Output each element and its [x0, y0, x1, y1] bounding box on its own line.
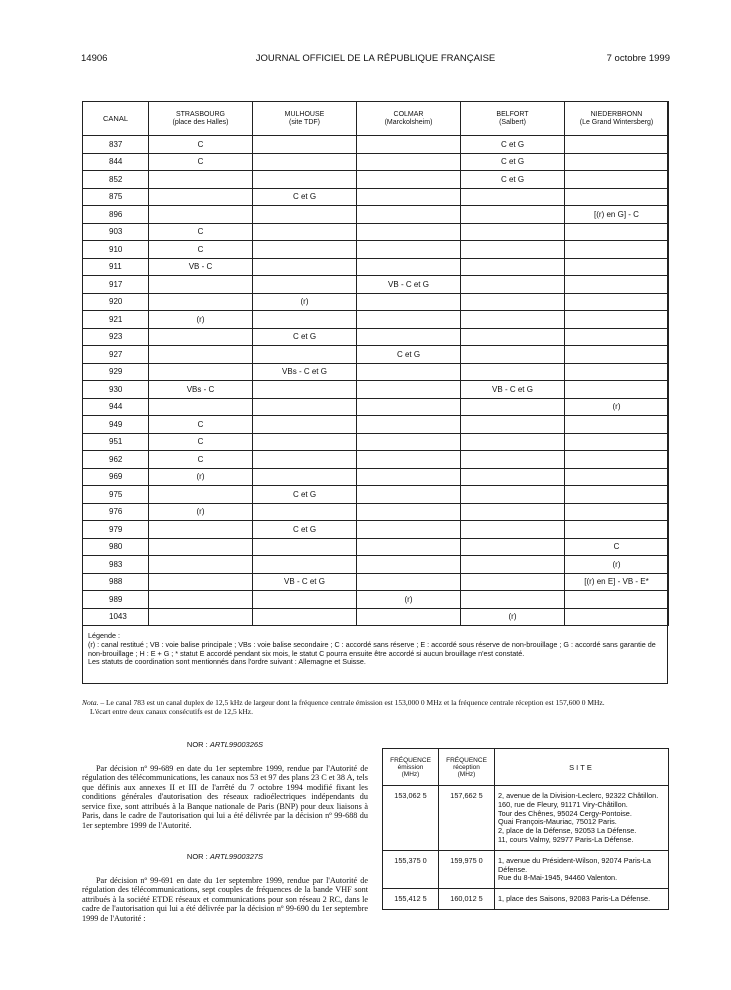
cell-belfort: C et G [461, 171, 565, 189]
cell-canal: 975 [83, 486, 149, 504]
cell-canal: 844 [83, 153, 149, 171]
cell-strasbourg: C [149, 136, 253, 154]
cell-colmar: (r) [357, 591, 461, 609]
cell-belfort: VB - C et G [461, 381, 565, 399]
publication-date: 7 octobre 1999 [606, 53, 670, 64]
decision-paragraph: Par décision nº 99-689 en date du 1er septembre 1999, rendue par l'Autorité de régulation des télécommunications, les canaux nos 53 et 97 des plans 23 C et 38 A, tels que définis aux annexes II et III de l'arrêté du 7 octobre 1994 modifié fixant les conditions générales d'autorisation des réseaux radioélectriques indépendants du service fixe, sont attribués à la Banque nationale de Paris (BNP) pour deux liaisons à Paris, dans le cadre de l'autorisation qui lui a été délivrée par la décision nº 99-688 du 1er septembre 1999 de l'Autorité. [82, 763, 368, 830]
emission-frequency: 155,375 0 [383, 850, 439, 888]
reception-frequency: 159,975 0 [439, 850, 495, 888]
cell-canal: 1043 [83, 608, 149, 626]
cell-canal: 927 [83, 346, 149, 364]
cell-colmar: VB - C et G [357, 276, 461, 294]
column-header-reception: FRÉQUENCE réception (MHz) [439, 749, 495, 786]
frequency-row [383, 889, 669, 910]
cell-canal: 980 [83, 538, 149, 556]
cell-canal: 875 [83, 188, 149, 206]
cell-canal: 983 [83, 556, 149, 574]
column-header-mulhouse: MULHOUSE (site TDF) [253, 102, 357, 136]
site-addresses [495, 786, 669, 851]
cell-mulhouse: C et G [253, 328, 357, 346]
legend [88, 632, 664, 667]
cell-canal: 951 [83, 433, 149, 451]
cell-canal: 910 [83, 241, 149, 259]
cell-strasbourg: C [149, 153, 253, 171]
site-address: Quai François-Mauriac, 75012 Paris. [498, 817, 617, 827]
cell-canal: 903 [83, 223, 149, 241]
cell-mulhouse: VBs - C et G [253, 363, 357, 381]
cell-canal: 979 [83, 521, 149, 539]
legend-text: (r) : canal restitué ; VB : voie balise principale ; VBs : voie balise secondaire ; C : accordé sans réserve ; E : accordé sous réserve de non-brouillage ; G : accordé sans garantie de non-brouillage ; H : E + G ; * statut E accordé pendant six mois, le statut C pourra ensuite être accordé si aucun brouillage n'est constaté. [88, 640, 656, 658]
cell-canal: 896 [83, 206, 149, 224]
cell-mulhouse: C et G [253, 188, 357, 206]
note [82, 698, 668, 716]
cell-canal: 837 [83, 136, 149, 154]
column-header-niederbronn: NIEDERBRONN (Le Grand Wintersberg) [565, 102, 669, 136]
cell-canal: 921 [83, 311, 149, 329]
cell-canal: 962 [83, 451, 149, 469]
cell-strasbourg: (r) [149, 503, 253, 521]
cell-niederbronn: (r) [565, 398, 669, 416]
note-label: Nota. [82, 698, 99, 707]
cell-strasbourg: C [149, 241, 253, 259]
site-address: 1, avenue du Président-Wilson, 92074 Paris-La Défense. [498, 855, 651, 874]
site-addresses [495, 850, 669, 888]
cell-niederbronn: C [565, 538, 669, 556]
cell-canal: 988 [83, 573, 149, 591]
cell-canal: 929 [83, 363, 149, 381]
column-header-emission: FRÉQUENCE émission (MHz) [383, 749, 439, 786]
cell-belfort: C et G [461, 153, 565, 171]
column-header-colmar: COLMAR (Marckolsheim) [357, 102, 461, 136]
cell-strasbourg: C [149, 451, 253, 469]
cell-strasbourg: VBs - C [149, 381, 253, 399]
site-address: Tour des Chênes, 95024 Cergy-Pontoise. [498, 808, 632, 818]
cell-canal: 911 [83, 258, 149, 276]
cell-canal: 969 [83, 468, 149, 486]
page-header [81, 53, 670, 67]
cell-mulhouse: VB - C et G [253, 573, 357, 591]
column-header-belfort: BELFORT (Salbert) [461, 102, 565, 136]
cell-strasbourg: C [149, 416, 253, 434]
decisions-column [82, 740, 368, 945]
note-line2: L'écart entre deux canaux consécutifs est de 12,5 kHz. [90, 707, 253, 716]
legend-title: Légende : [88, 631, 120, 640]
journal-title: JOURNAL OFFICIEL DE LA RÉPUBLIQUE FRANÇAISE [255, 53, 496, 64]
cell-canal: 976 [83, 503, 149, 521]
site-addresses [495, 889, 669, 910]
emission-frequency: 155,412 5 [383, 889, 439, 910]
column-header-canal: CANAL [83, 102, 149, 136]
table-frame [82, 101, 668, 684]
cell-belfort: (r) [461, 608, 565, 626]
frequency-table [382, 748, 669, 910]
cell-canal: 920 [83, 293, 149, 311]
frequency-row [383, 786, 669, 851]
site-address: 2, avenue de la Division-Leclerc, 92322 Châtillon. [498, 791, 659, 800]
cell-mulhouse: C et G [253, 486, 357, 504]
cell-canal: 852 [83, 171, 149, 189]
nor-reference: NOR : ARTL9900327S [186, 852, 264, 861]
frequency-row [383, 850, 669, 888]
frequency-header-row [383, 749, 669, 786]
nor-reference: NOR : ARTL9900326S [186, 740, 264, 749]
emission-frequency: 153,062 5 [383, 786, 439, 851]
cell-niederbronn: [(r) en G] - C [565, 206, 669, 224]
site-address: 1, place des Saisons, 92083 Paris-La Défense. [498, 894, 651, 904]
cell-mulhouse: (r) [253, 293, 357, 311]
decision-paragraph: Par décision nº 99-691 en date du 1er septembre 1999, rendue par l'Autorité de régulation des télécommunications, sept couples de fréquences de la bande VHF sont attribués à la société ETDE réseaux et communications pour son réseau 2 RC, dans le cadre de l'autorisation qui lui a été délivrée par la décision nº 99-690 du 1er septembre 1999 de l'Autorité : [82, 875, 368, 923]
cell-canal: 930 [83, 381, 149, 399]
cell-strasbourg: C [149, 433, 253, 451]
cell-belfort: C et G [461, 136, 565, 154]
page-number: 14906 [81, 53, 108, 64]
cell-canal: 923 [83, 328, 149, 346]
legend-coordination: Les statuts de coordination sont mentionnés dans l'ordre suivant : Allemagne et Suisse. [88, 657, 366, 667]
cell-strasbourg: VB - C [149, 258, 253, 276]
cell-strasbourg: (r) [149, 311, 253, 329]
site-address: 11, cours Valmy, 92977 Paris-La Défense. [498, 834, 634, 844]
reception-frequency: 160,012 5 [439, 889, 495, 910]
note-text: – Le canal 783 est un canal duplex de 12,5 kHz de largeur dont la fréquence centrale émission est 153,000 0 MHz et la fréquence centrale réception est 157,600 0 MHz. [98, 698, 605, 707]
cell-canal: 949 [83, 416, 149, 434]
cell-strasbourg: (r) [149, 468, 253, 486]
site-address: 2, place de la Défense, 92053 La Défense. [498, 826, 637, 836]
column-header-site: SITE [495, 749, 669, 786]
cell-strasbourg: C [149, 223, 253, 241]
cell-niederbronn: (r) [565, 556, 669, 574]
cell-canal: 944 [83, 398, 149, 416]
cell-mulhouse: C et G [253, 521, 357, 539]
cell-colmar: C et G [357, 346, 461, 364]
site-address: Rue du 8-Mai-1945, 94460 Valenton. [498, 873, 618, 883]
cell-canal: 989 [83, 591, 149, 609]
column-header-strasbourg: STRASBOURG (place des Halles) [149, 102, 253, 136]
site-address: 160, rue de Fleury, 91171 Viry-Châtillon. [498, 799, 628, 809]
reception-frequency: 157,662 5 [439, 786, 495, 851]
cell-niederbronn: [(r) en E] - VB - E* [565, 573, 669, 591]
cell-canal: 917 [83, 276, 149, 294]
